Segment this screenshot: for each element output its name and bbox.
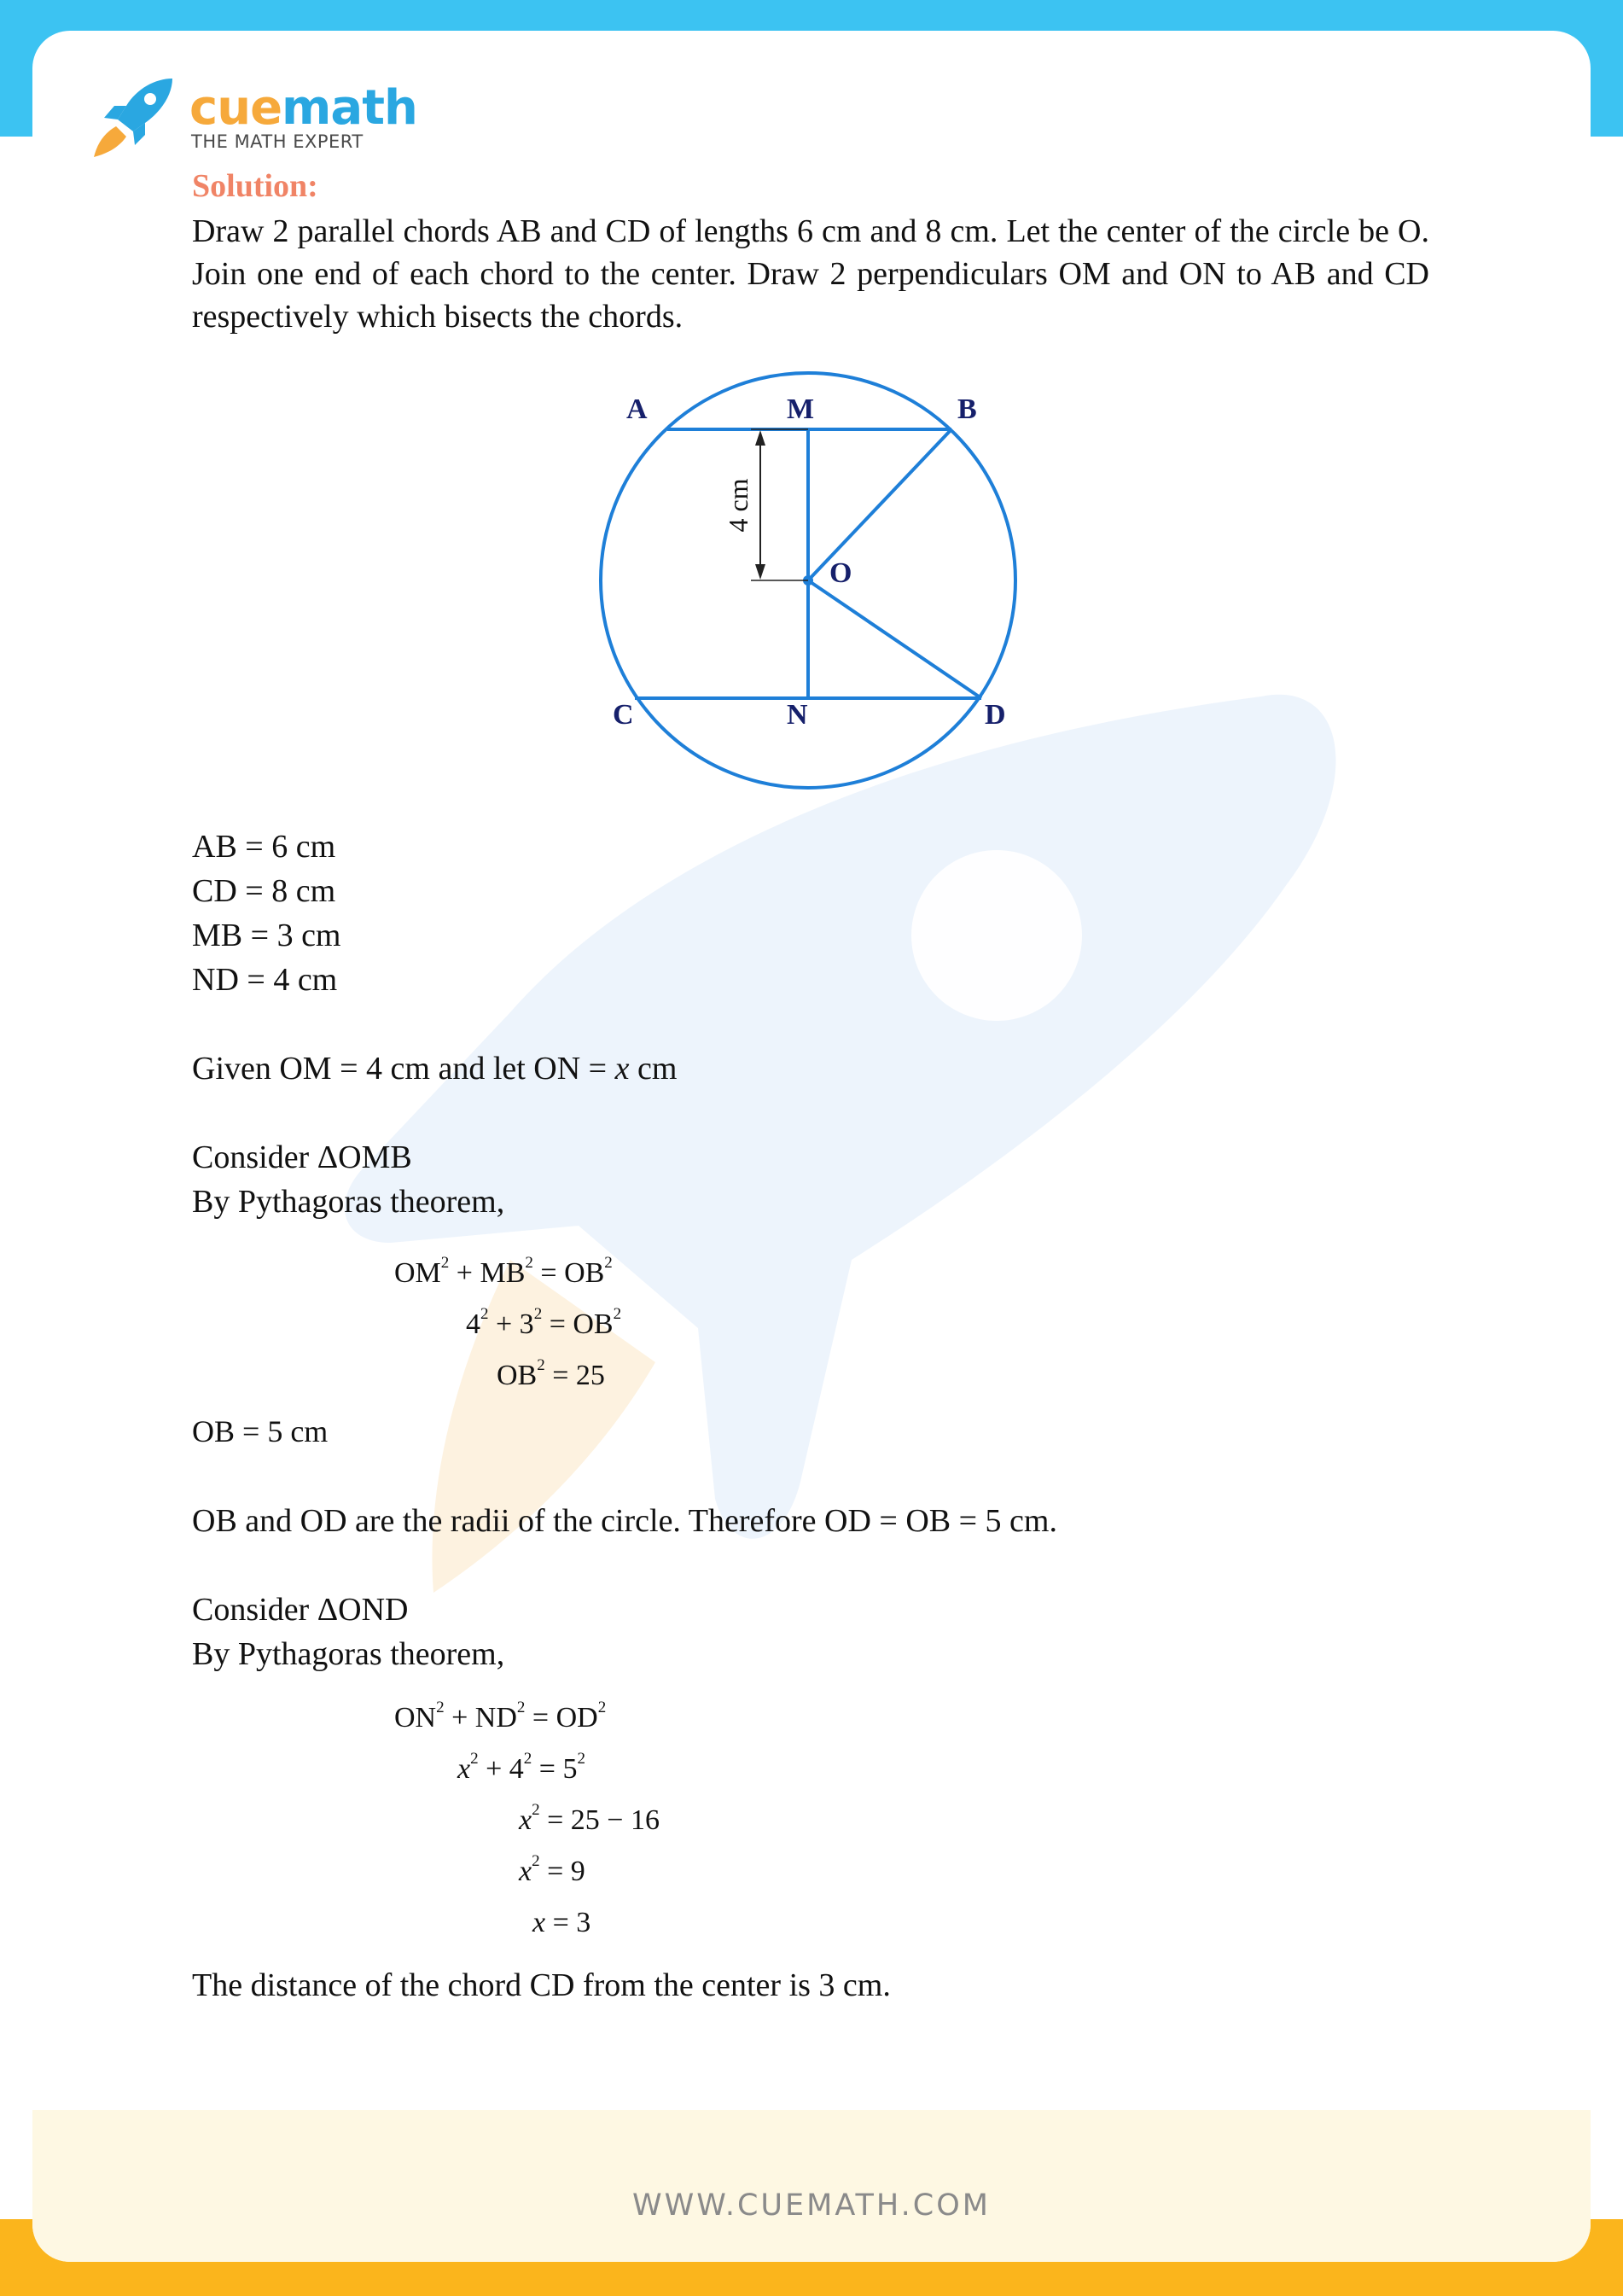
label-d: D	[985, 699, 1006, 731]
conclusion: The distance of the chord CD from the center is 3 cm.	[192, 1967, 891, 2003]
equation: $x^2 = 25 - 16$	[519, 1801, 660, 1836]
label-a: A	[626, 393, 648, 425]
given-line: ND = 4 cm	[192, 962, 338, 998]
label-b: B	[957, 393, 977, 425]
label-n: N	[787, 699, 808, 731]
brand-wordmark[interactable]: cuemath	[189, 80, 417, 136]
pythagoras-note: By Pythagoras theorem,	[192, 1636, 505, 1672]
ob-result: OB = 5 cm	[192, 1414, 329, 1448]
radius-od	[808, 580, 981, 698]
radii-note: OB and OD are the radii of the circle. Therefore OD = OB = 5 cm.	[192, 1503, 1057, 1539]
equation: $x^2 = 9$	[519, 1852, 585, 1887]
footer-url[interactable]: WWW.CUEMATH.COM	[632, 2188, 991, 2223]
consider-omb: Consider ΔOMB	[192, 1139, 412, 1175]
pythagoras-note: By Pythagoras theorem,	[192, 1184, 505, 1220]
equation: $OB^2 = 25$	[497, 1356, 605, 1391]
equation: $x^2 + 4^2 = 5^2$	[457, 1750, 585, 1785]
given-line: AB = 6 cm	[192, 829, 336, 865]
given-line: MB = 3 cm	[192, 918, 341, 953]
label-c: C	[613, 699, 634, 731]
rocket-logo-icon	[89, 75, 183, 160]
brand-tagline: THE MATH EXPERT	[191, 131, 364, 152]
given-line: CD = 8 cm	[192, 873, 336, 909]
equation: $OM^2 + MB^2 = OB^2$	[394, 1254, 613, 1289]
footer	[32, 2110, 1591, 2262]
circle-chords-diagram	[589, 367, 1050, 811]
label-o: O	[829, 557, 852, 589]
equation: $ON^2 + ND^2 = OD^2$	[394, 1699, 607, 1734]
solution-heading: Solution:	[192, 168, 318, 204]
given-assumption: Given OM = 4 cm and let ON = x cm	[192, 1051, 678, 1087]
equation: x = 3	[532, 1907, 591, 1938]
equation: $4^2 + 3^2 = OB^2$	[466, 1305, 622, 1340]
dimension-label: 4 cm	[723, 478, 753, 533]
label-m: M	[787, 393, 815, 425]
consider-ond: Consider ΔOND	[192, 1592, 409, 1628]
solution-intro: Draw 2 parallel chords AB and CD of lengths 6 cm and 8 cm. Let the center of the circle be O. Join one end of each chord to the center. Draw 2 perpendiculars OM and ON to AB and CD respectively which bisects the chords.	[192, 213, 1429, 335]
